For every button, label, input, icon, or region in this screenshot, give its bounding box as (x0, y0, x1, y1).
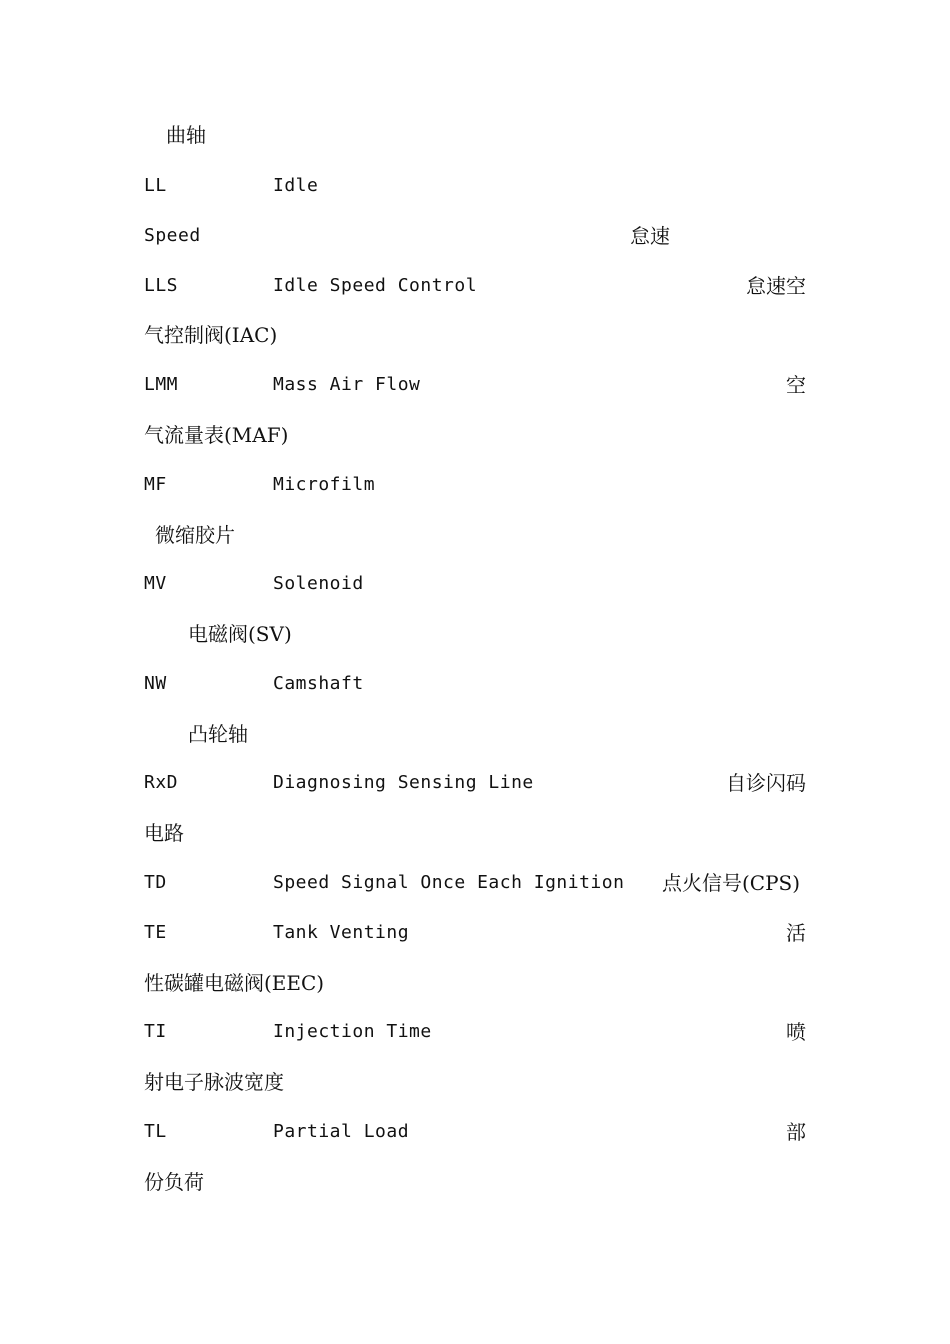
line-eec-cn (144, 968, 806, 998)
line-nw (144, 669, 806, 699)
line-ll (144, 171, 806, 201)
line-microfilm-cn (144, 520, 806, 550)
line-mv (144, 569, 806, 599)
cn-text: 活 (786, 921, 806, 945)
term: Mass Air Flow (273, 374, 421, 395)
term: Speed Signal Once Each Ignition (273, 872, 625, 893)
cn-text: 性碳罐电磁阀(EEC) (144, 971, 325, 995)
line-td (144, 868, 806, 898)
cn-text: 部 (786, 1120, 806, 1144)
line-ti (144, 1017, 806, 1047)
line-camshaft-cn (144, 719, 806, 749)
cn-text: 喷 (786, 1020, 806, 1044)
term-continuation: Speed (144, 225, 201, 246)
line-crankshaft-cn (144, 120, 806, 150)
line-pulse-cn (144, 1067, 806, 1097)
abbreviation: MF (144, 474, 167, 495)
line-maf-cn (144, 420, 806, 450)
cn-text: 射电子脉波宽度 (144, 1070, 284, 1094)
cn-text: 气流量表(MAF) (144, 423, 289, 447)
term: Camshaft (273, 673, 364, 694)
term: Injection Time (273, 1021, 432, 1042)
cn-text: 空 (786, 373, 806, 397)
abbreviation: TE (144, 922, 167, 943)
cn-text: 气控制阀(IAC) (144, 323, 278, 347)
cn-text: 自诊闪码 (726, 771, 806, 795)
abbreviation: TD (144, 872, 167, 893)
cn-text: 曲轴 (166, 123, 206, 147)
line-lmm (144, 370, 806, 400)
cn-text: 怠速 (630, 224, 670, 248)
line-circuit-cn (144, 818, 806, 848)
cn-text: 电路 (144, 821, 184, 845)
cn-text: 凸轮轴 (188, 722, 248, 746)
line-tl (144, 1117, 806, 1147)
cn-text: 份负荷 (144, 1170, 204, 1194)
cn-text: 点火信号(CPS) (662, 871, 801, 895)
line-speed (144, 221, 806, 251)
cn-text: 微缩胶片 (155, 523, 235, 547)
line-rxd (144, 768, 806, 798)
term: Idle Speed Control (273, 275, 478, 296)
term: Partial Load (273, 1121, 410, 1142)
term: Tank Venting (273, 922, 410, 943)
abbreviation: LMM (144, 374, 179, 395)
abbreviation: NW (144, 673, 167, 694)
line-iac-cn (144, 320, 806, 350)
abbreviation: MV (144, 573, 167, 594)
cn-text: 怠速空 (746, 274, 806, 298)
abbreviation: LLS (144, 275, 179, 296)
line-mf (144, 470, 806, 500)
term: Solenoid (273, 573, 364, 594)
abbreviation: TI (144, 1021, 167, 1042)
line-load-cn (144, 1167, 806, 1197)
term: Diagnosing Sensing Line (273, 772, 534, 793)
abbreviation: RxD (144, 772, 179, 793)
term: Microfilm (273, 474, 376, 495)
abbreviation: TL (144, 1121, 167, 1142)
cn-text: 电磁阀(SV) (188, 622, 292, 646)
line-sv-cn (144, 619, 806, 649)
abbreviation: LL (144, 175, 167, 196)
line-te (144, 918, 806, 948)
line-lls (144, 271, 806, 301)
term: Idle (273, 175, 319, 196)
